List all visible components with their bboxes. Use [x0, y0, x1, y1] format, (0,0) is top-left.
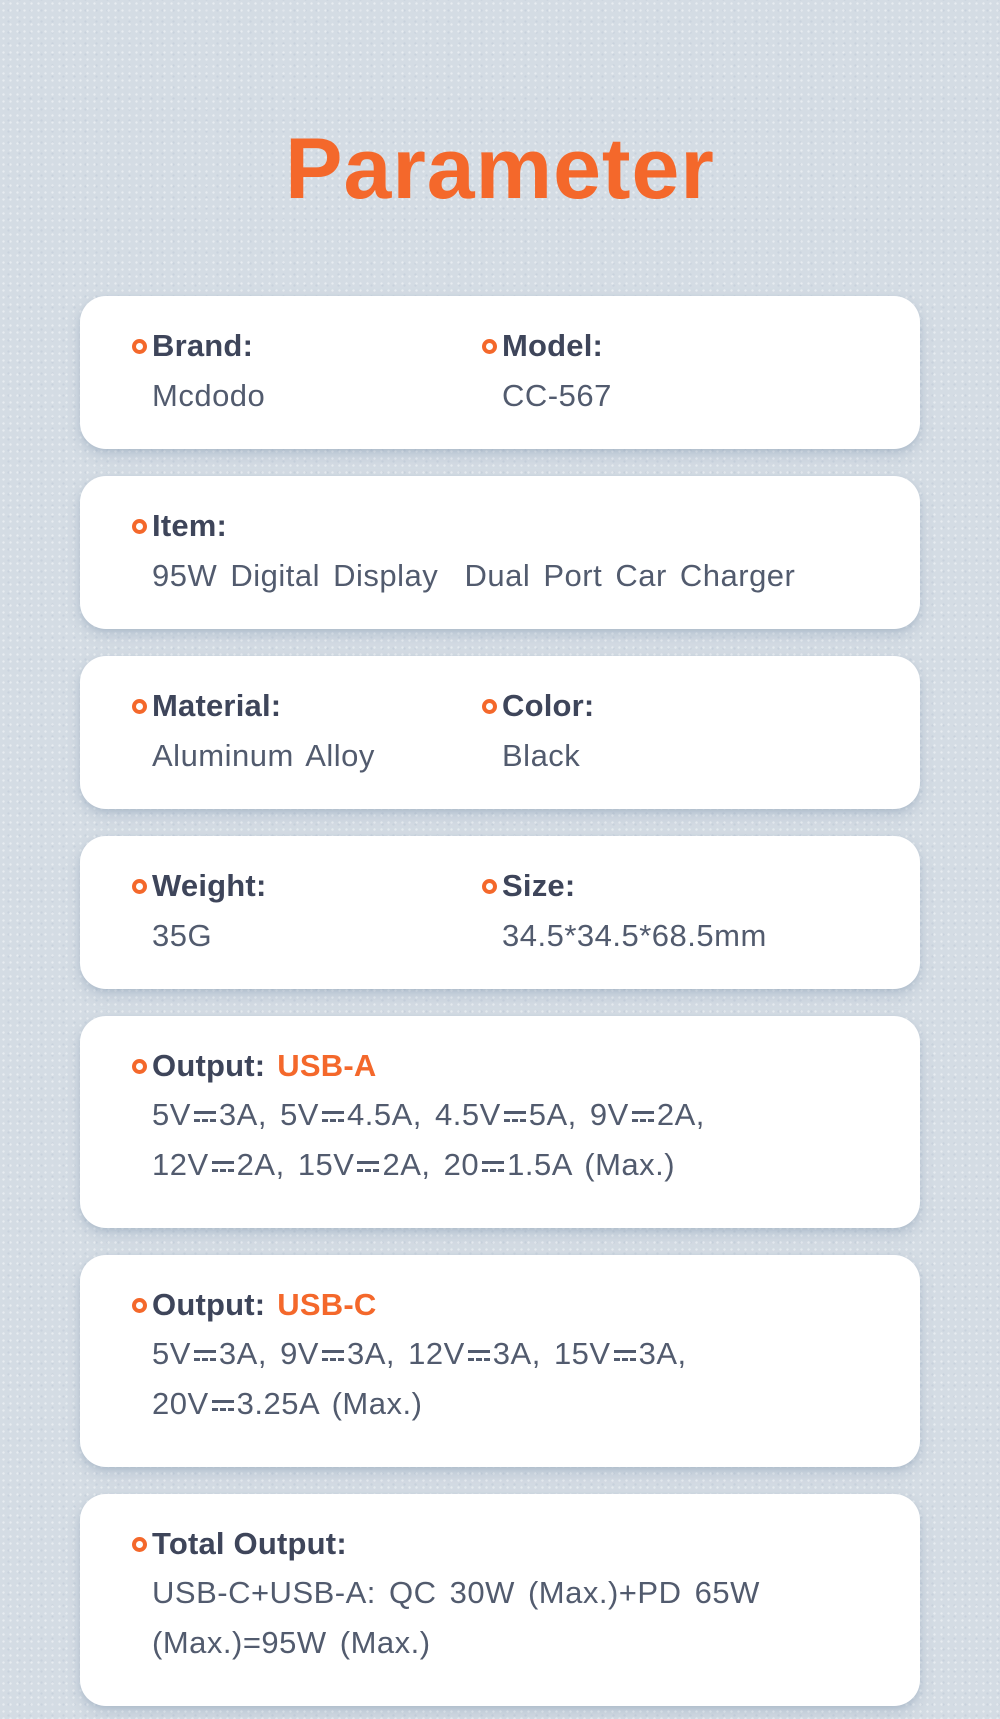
direct-current-icon [194, 1349, 216, 1363]
field-brand [132, 330, 482, 413]
ring-bullet-icon [132, 1298, 147, 1313]
page-title: Parameter [285, 121, 715, 217]
field-label: Model: [502, 328, 604, 363]
ring-bullet-icon [482, 339, 497, 354]
spec-line: USB-C+USB-A: QC 30W (Max.)+PD 65W [152, 1575, 760, 1610]
label-row [482, 690, 880, 722]
spec-card-material-color [80, 656, 920, 809]
ring-bullet-icon [132, 699, 147, 714]
label-row [132, 330, 482, 362]
field-model [482, 330, 880, 413]
field-value: 35G [152, 918, 213, 953]
field-size [482, 870, 880, 953]
field-color [482, 690, 880, 773]
field-weight [132, 870, 482, 953]
direct-current-icon [212, 1399, 234, 1413]
spec-line: (Max.)=95W (Max.) [152, 1625, 431, 1660]
direct-current-icon [632, 1110, 654, 1124]
field-label-accent: USB-C [277, 1287, 377, 1322]
field-value: Black [502, 738, 581, 773]
direct-current-icon [614, 1349, 636, 1363]
spec-card-brand-model [80, 296, 920, 449]
field-label: Item: [152, 508, 228, 543]
field-label: Output: [152, 1287, 266, 1322]
field-material [132, 690, 482, 773]
ring-bullet-icon [132, 879, 147, 894]
field-label: Weight: [152, 868, 267, 903]
label-row [132, 870, 482, 902]
ring-bullet-icon [132, 1059, 147, 1074]
label-row [132, 1289, 880, 1321]
direct-current-icon [212, 1160, 234, 1174]
spec-line: 5V 3A, 9V 3A, 12V 3A, 15V 3A, [152, 1336, 687, 1371]
spec-line: 12V 2A, 15V 2A, 20 1.5A (Max.) [152, 1147, 676, 1182]
label-row [132, 690, 482, 722]
spec-line: 5V 3A, 5V 4.5A, 4.5V 5A, 9V 2A, [152, 1097, 705, 1132]
ring-bullet-icon [132, 1537, 147, 1552]
spec-line: 20V 3.25A (Max.) [152, 1386, 423, 1421]
field-label: Material: [152, 688, 282, 723]
field-label: Output: [152, 1048, 266, 1083]
label-row [132, 510, 880, 542]
spec-card-total-output [80, 1494, 920, 1706]
field-label: Size: [502, 868, 576, 903]
direct-current-icon [322, 1349, 344, 1363]
field-value: Mcdodo [152, 378, 266, 413]
spec-card-item [80, 476, 920, 629]
ring-bullet-icon [482, 879, 497, 894]
label-row [132, 1528, 880, 1560]
field-value: 95W Digital Display Dual Port Car Charger [152, 558, 796, 593]
spec-card-weight-size [80, 836, 920, 989]
label-row [482, 870, 880, 902]
direct-current-icon [468, 1349, 490, 1363]
ring-bullet-icon [132, 339, 147, 354]
spec-card-output-usb-c [80, 1255, 920, 1467]
field-label: Total Output: [152, 1526, 347, 1561]
ring-bullet-icon [482, 699, 497, 714]
field-value: CC-567 [502, 378, 612, 413]
field-value: Aluminum Alloy [152, 738, 375, 773]
field-label-accent: USB-A [277, 1048, 377, 1083]
direct-current-icon [357, 1160, 379, 1174]
label-row [482, 330, 880, 362]
direct-current-icon [482, 1160, 504, 1174]
direct-current-icon [194, 1110, 216, 1124]
spec-card-output-usb-a [80, 1016, 920, 1228]
field-label: Color: [502, 688, 595, 723]
field-value: 34.5*34.5*68.5mm [502, 918, 767, 953]
field-label: Brand: [152, 328, 254, 363]
field-item [132, 510, 880, 593]
direct-current-icon [504, 1110, 526, 1124]
direct-current-icon [322, 1110, 344, 1124]
label-row [132, 1050, 880, 1082]
ring-bullet-icon [132, 519, 147, 534]
